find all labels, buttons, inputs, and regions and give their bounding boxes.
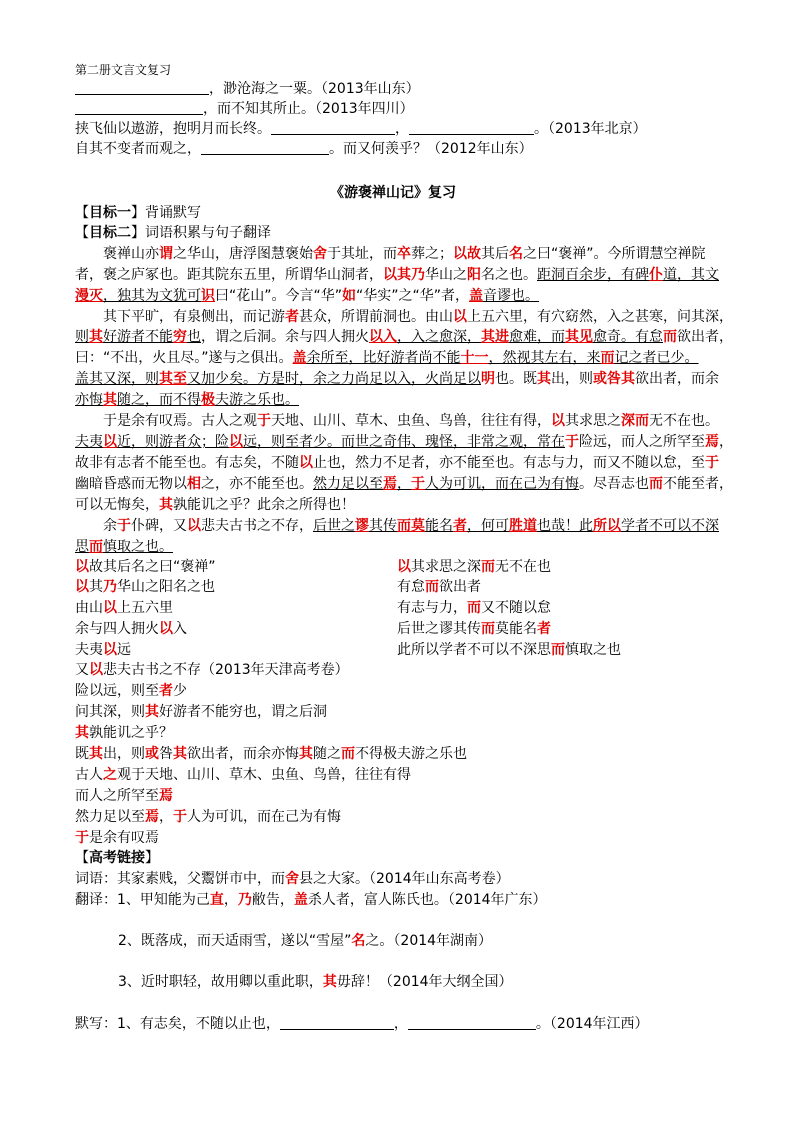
text-fragment: 之曰“褒禅”。今所谓慧空禅院 (523, 246, 706, 262)
example-full-1 (75, 660, 349, 680)
answer-blank[interactable] (408, 1015, 536, 1030)
text-fragment: 上五六里 (117, 600, 173, 616)
text-fragment: 记之者已少。 (614, 350, 699, 366)
text-fragment: 于其址，而 (327, 246, 397, 262)
text-fragment: 直 (209, 892, 224, 908)
text-fragment: 无不在也 (495, 559, 551, 575)
text-fragment: 。尽吾志也 (579, 476, 649, 492)
text-fragment: 夫夷 (75, 642, 103, 658)
text-fragment: 极 (201, 392, 215, 408)
text-fragment: 天地、山川、草木、虫鱼、鸟兽，往往有得， (271, 413, 551, 429)
text-fragment: 古人 (75, 767, 103, 783)
text-fragment: 其 (159, 497, 173, 513)
text-fragment: 既 (75, 746, 89, 762)
text-fragment: 者 (159, 683, 173, 699)
text-fragment: 胜道 (509, 518, 537, 534)
text-fragment: 盖其又深，则 (75, 371, 159, 387)
text-fragment: 也。既 (495, 371, 537, 387)
text-fragment: 名 (509, 246, 523, 262)
example-full-9 (75, 828, 159, 848)
text-fragment: 卒 (397, 246, 411, 262)
text-fragment: 之华山，唐浮图慧褒始 (173, 246, 313, 262)
passage-p1-line-3 (75, 286, 539, 306)
text-fragment: 险以远，则至 (75, 683, 159, 699)
text-fragment: 焉 (705, 434, 719, 450)
example-left-5 (75, 640, 131, 660)
review-line-1 (75, 79, 420, 99)
text-fragment: 由山 (75, 600, 103, 616)
text-fragment: ，何可 (467, 518, 509, 534)
text-fragment: 而 (425, 579, 439, 595)
text-fragment: 自其不变者而观之， (75, 141, 201, 157)
text-fragment: 者 (537, 621, 551, 637)
text-fragment: 其 (89, 746, 103, 762)
example-left-4 (75, 619, 187, 639)
example-right-5 (397, 640, 621, 660)
text-fragment: 以 (187, 518, 201, 534)
text-fragment: 而 (551, 642, 565, 658)
text-fragment: 其传 (369, 518, 397, 534)
example-left-1 (75, 557, 216, 577)
text-fragment: 随之，而不得 (117, 392, 201, 408)
text-fragment: 出，则 (103, 746, 145, 762)
text-fragment: 也哉！此 (537, 518, 593, 534)
text-fragment: 其至 (159, 371, 187, 387)
text-fragment: 舍 (285, 871, 299, 887)
text-fragment: 有志与力， (397, 600, 467, 616)
text-fragment: 3、近时职轻，故用卿以重此职， (118, 974, 323, 990)
text-fragment: 者，褒之庐冢也。距其院东五里，所谓华山洞者， (75, 267, 383, 283)
text-fragment: 以 (229, 434, 243, 450)
text-fragment: 以 (453, 309, 467, 325)
text-fragment: ， (719, 434, 733, 450)
text-fragment: 道，其文 (663, 267, 719, 283)
text-fragment: 则 (75, 329, 89, 345)
text-fragment: 高考链接 (89, 850, 145, 866)
text-fragment: 或咎其 (593, 371, 635, 387)
text-fragment: 于 (411, 476, 425, 492)
text-fragment: 欲出者，而余亦悔 (187, 746, 299, 762)
text-fragment: 又加少矣。方是时，余之力尚足以入，火尚足以 (187, 371, 481, 387)
text-fragment: 于 (705, 455, 719, 471)
text-fragment: 甚众，所谓前洞也。由山 (299, 309, 453, 325)
text-fragment: 阳 (467, 267, 481, 283)
text-fragment: 焉 (145, 809, 159, 825)
text-fragment: 余所至，比好游者尚不能 (306, 350, 461, 366)
text-fragment: 夫游之乐也。 (215, 392, 299, 408)
text-fragment: 而 (89, 539, 103, 555)
text-fragment: 以 (103, 642, 117, 658)
text-fragment: 亦悔 (75, 392, 103, 408)
text-fragment: 而 (467, 600, 481, 616)
text-fragment: 其下平旷，有泉侧出，而记游 (103, 309, 285, 325)
text-fragment: 葬之； (411, 246, 453, 262)
text-fragment: 焉 (383, 476, 397, 492)
gaokao-translate-1 (75, 890, 547, 910)
text-fragment: 明 (481, 371, 495, 387)
example-right-4 (397, 619, 551, 639)
text-fragment: 其后 (481, 246, 509, 262)
example-right-3 (397, 598, 551, 618)
text-fragment: 于 (117, 518, 131, 534)
text-fragment: 或 (145, 746, 159, 762)
text-fragment: 。（2013年北京） (534, 121, 647, 137)
text-fragment: 以 (103, 434, 117, 450)
text-fragment: 后世之谬其传 (397, 621, 481, 637)
answer-blank[interactable] (280, 1015, 394, 1030)
text-fragment: 其 (145, 704, 159, 720)
text-fragment: 焉 (159, 788, 173, 804)
text-fragment: 其 (89, 329, 103, 345)
text-fragment: 其求思之 (565, 413, 621, 429)
text-fragment: 漫灭 (75, 288, 103, 304)
review-line-2 (75, 99, 414, 119)
example-full-6 (75, 765, 411, 785)
text-fragment: 于 (173, 809, 187, 825)
text-fragment: 不得极夫游之乐也 (355, 746, 467, 762)
passage-p3-line-4 (75, 474, 733, 494)
text-fragment: 。（2014年江西） (535, 1016, 649, 1032)
gaokao-translate-2 (118, 931, 492, 951)
text-fragment: 其 (75, 725, 89, 741)
text-fragment: ，而不知其所止。（2013年四川） (203, 101, 414, 117)
text-fragment: 曰“花山”。今言“华” (215, 288, 343, 304)
text-fragment: 而 (341, 746, 355, 762)
text-fragment: 而莫 (397, 518, 425, 534)
section-header: 第二册文言文复习 (75, 63, 172, 77)
text-fragment: 其求思之深 (411, 559, 481, 575)
passage-p2-line-2 (75, 327, 733, 347)
example-left-2 (75, 577, 215, 597)
passage-p4-line-2 (75, 537, 173, 557)
text-fragment: “华实”之“华”者， (356, 288, 470, 304)
text-fragment: 目标一 (89, 205, 131, 221)
text-fragment: ，谓之后洞。余与四人拥火 (201, 329, 369, 345)
text-fragment: 毋辞！（2014年大纲全国） (336, 974, 513, 990)
text-fragment: 孰能讥之乎？此余之所得也！ (173, 497, 355, 513)
text-fragment: 观于天地、山川、草木、虫鱼、鸟兽，往往有得 (117, 767, 411, 783)
text-fragment: 而 (635, 413, 649, 429)
text-fragment: 悲夫古书之不存， (201, 518, 313, 534)
text-fragment: 者 (453, 518, 467, 534)
text-fragment: 以其乃 (383, 267, 425, 283)
passage-p1-line-1 (103, 244, 706, 264)
passage-p2-line-3 (75, 348, 699, 368)
text-fragment: ，独其为文犹可 (103, 288, 201, 304)
text-fragment: 以入 (369, 329, 397, 345)
text-fragment: 于 (565, 434, 579, 450)
text-fragment: 余 (103, 518, 117, 534)
text-fragment: 名 (351, 933, 366, 949)
example-right-2 (397, 577, 481, 597)
text-fragment: 县之大家。（2014年山东高考卷） (299, 871, 510, 887)
text-fragment: 好游者不能穷也，谓之后洞 (159, 704, 327, 720)
text-fragment: 谬 (355, 518, 369, 534)
text-fragment: 盖 (293, 892, 308, 908)
text-fragment: 其 (537, 371, 551, 387)
text-fragment: 所以 (593, 518, 621, 534)
text-fragment: 而 (649, 476, 663, 492)
text-fragment: 愈难，而 (509, 329, 565, 345)
example-full-2 (75, 681, 187, 701)
text-fragment: 余与四人拥火 (75, 621, 159, 637)
text-fragment: 华山之 (425, 267, 467, 283)
text-fragment: 近，则游者众；险 (117, 434, 229, 450)
review-line-3 (75, 119, 647, 139)
text-fragment: 其 (299, 746, 313, 762)
text-fragment: ， (223, 892, 238, 908)
gaokao-heading: 【高考链接】 (75, 850, 159, 866)
text-fragment: 入 (173, 621, 187, 637)
text-fragment: 出，则 (551, 371, 593, 387)
text-fragment: 又不随以怠 (481, 600, 551, 616)
text-fragment: 其 (173, 746, 187, 762)
text-fragment: 远，则至者少。而世之奇伟、瑰怪，非常之观，常在 (243, 434, 565, 450)
example-right-1 (397, 557, 551, 577)
text-fragment: 孰能讥之乎？ (89, 725, 173, 741)
text-fragment: 于是余有叹焉。古人之观 (103, 413, 257, 429)
text-fragment: 背诵默写 (145, 205, 201, 221)
goal-1: 【目标一】背诵默写 (75, 205, 201, 221)
text-fragment: 幽暗昏惑而无物以 (75, 476, 187, 492)
text-fragment: 杀人者，富人陈氏也。（2014年广东） (307, 892, 547, 908)
text-fragment: 好游者不能 (103, 329, 173, 345)
answer-blank[interactable] (201, 140, 329, 155)
text-fragment: 穷 (173, 329, 187, 345)
text-fragment: 以 (159, 621, 173, 637)
text-fragment: 学者不可以不深 (621, 518, 719, 534)
text-fragment: 词语积累与句子翻译 (145, 225, 271, 241)
review-line-4 (75, 139, 533, 159)
text-fragment: 翻译：1、甲知能为己 (75, 892, 210, 908)
text-fragment: 慎取之也。 (103, 539, 173, 555)
text-fragment: 曰：“不出，火且尽。”遂与之俱出。 (75, 350, 293, 366)
text-fragment: 问其深，则 (75, 704, 145, 720)
text-fragment: 此所以学者不可以不深思 (397, 642, 551, 658)
text-fragment: 于 (257, 413, 271, 429)
gaokao-dictation (75, 1014, 649, 1034)
text-fragment: 然力足以至 (313, 476, 383, 492)
text-fragment: 欲出者， (677, 329, 733, 345)
text-fragment: 谓 (159, 246, 173, 262)
passage-p2-line-4 (75, 369, 719, 389)
text-fragment: ，渺沧海之一粟。（2013年山东） (209, 81, 420, 97)
text-fragment: 少 (173, 683, 187, 699)
text-fragment: 音谬也。 (483, 288, 540, 304)
text-fragment: 之。（2014年湖南） (365, 933, 493, 949)
text-fragment: 后世之 (313, 518, 355, 534)
text-fragment: 可以无悔矣， (75, 497, 159, 513)
text-fragment: 莫能名 (495, 621, 537, 637)
text-fragment: 褒禅山亦 (103, 246, 159, 262)
text-fragment: 默写：1、有志矣，不随以止也， (75, 1016, 280, 1032)
text-fragment: 以 (89, 662, 103, 678)
text-fragment: 名之也。 (481, 267, 537, 283)
text-fragment: 而 (600, 350, 615, 366)
text-fragment: 而 (481, 559, 495, 575)
passage-p3-line-1 (103, 411, 719, 431)
text-fragment: 者 (285, 309, 299, 325)
example-full-8 (75, 807, 341, 827)
text-fragment: ，然视其左右，来 (488, 350, 601, 366)
text-fragment: 以故 (453, 246, 481, 262)
text-fragment: 十一 (460, 350, 489, 366)
text-fragment: 慎取之也 (565, 642, 621, 658)
text-fragment: 而 (663, 329, 677, 345)
text-fragment: ，入之愈深， (397, 329, 481, 345)
example-full-4 (75, 723, 173, 743)
text-fragment: 乃 (103, 579, 117, 595)
text-fragment: 乃 (237, 892, 252, 908)
text-fragment: 词语：其家素贱，父鬻饼市中，而 (75, 871, 285, 887)
text-fragment: 以 (551, 413, 565, 429)
text-fragment: 识 (201, 288, 215, 304)
text-fragment: 无不在也。 (649, 413, 719, 429)
answer-blank[interactable] (75, 100, 203, 115)
text-fragment: ， (397, 476, 411, 492)
passage-p4-line-1 (103, 516, 719, 536)
text-fragment: 以 (299, 455, 313, 471)
text-fragment: 止也，然力不足者，亦不能至也。有志与力，而又不随以怠，至 (313, 455, 705, 471)
text-fragment: 深 (621, 413, 635, 429)
text-fragment: 故其后名之曰“褒禅” (89, 559, 216, 575)
passage-p3-line-2 (75, 432, 733, 452)
text-fragment: 盖 (469, 288, 484, 304)
text-fragment: 能名 (425, 518, 453, 534)
text-fragment: 又 (75, 662, 89, 678)
text-fragment: 悲夫古书之不存（2013年天津高考卷） (103, 662, 349, 678)
text-fragment: 不能至者， (663, 476, 733, 492)
text-fragment: 险远，而人之所罕至 (579, 434, 705, 450)
text-fragment: ， (395, 121, 409, 137)
gaokao-translate-3 (118, 972, 513, 992)
answer-blank[interactable] (409, 120, 534, 135)
text-fragment: 以 (103, 600, 117, 616)
text-fragment: 如 (342, 288, 357, 304)
text-fragment: 人为可讥，而在己为有悔 (187, 809, 341, 825)
text-fragment: ， (393, 1016, 408, 1032)
text-fragment: 夫夷 (75, 434, 103, 450)
text-fragment: 有怠 (397, 579, 425, 595)
text-fragment: 其 (322, 974, 337, 990)
text-fragment: 其 (103, 392, 117, 408)
text-fragment: 目标二 (89, 225, 131, 241)
example-full-5 (75, 744, 467, 764)
text-fragment: 以 (397, 559, 411, 575)
text-fragment: 以 (75, 559, 89, 575)
page-title: 《游褒禅山记》复习 (330, 185, 456, 201)
text-fragment: 之 (103, 767, 117, 783)
text-fragment: 随之 (313, 746, 341, 762)
text-fragment: 2、既落成，而天适雨雪，遂以“雪屋” (118, 933, 352, 949)
text-fragment: 咎 (159, 746, 173, 762)
text-fragment: 距洞百余步，有碑 (537, 267, 649, 283)
answer-blank[interactable] (75, 80, 209, 95)
text-fragment: 挟飞仙以遨游，抱明月而长终。 (75, 121, 271, 137)
passage-p1-line-2 (75, 265, 719, 285)
gaokao-vocab (75, 869, 510, 889)
text-fragment: 欲出者，而余 (635, 371, 719, 387)
text-fragment: 敝告， (251, 892, 294, 908)
text-fragment: 也 (187, 329, 201, 345)
text-fragment: 上五六里，有穴窈然，入之甚寒，问其深， (467, 309, 733, 325)
answer-blank[interactable] (271, 120, 395, 135)
text-fragment: 其见 (565, 329, 593, 345)
text-fragment: 相 (187, 476, 201, 492)
text-fragment: 其进 (481, 329, 509, 345)
text-fragment: 远 (117, 642, 131, 658)
example-full-3 (75, 702, 327, 722)
text-fragment: 华山之阳名之也 (117, 579, 215, 595)
passage-p3-line-5 (75, 495, 355, 515)
text-fragment: 仆 (649, 267, 663, 283)
text-fragment: 欲出者 (439, 579, 481, 595)
text-fragment: 思 (75, 539, 89, 555)
text-fragment: 而 (481, 621, 495, 637)
goal-2: 【目标二】词语积累与句子翻译 (75, 225, 271, 241)
text-fragment: 盖 (292, 350, 307, 366)
text-fragment: 。而又何羡乎？（2012年山东） (329, 141, 533, 157)
text-fragment: 其 (89, 579, 103, 595)
example-full-7 (75, 786, 173, 806)
text-fragment: 是余有叹焉 (89, 830, 159, 846)
example-left-3 (75, 598, 173, 618)
text-fragment: 人为可讥，而在己为有悔 (425, 476, 579, 492)
passage-p3-line-3 (75, 453, 719, 473)
text-fragment: 而人之所罕至 (75, 788, 159, 804)
passage-p2-line-5 (75, 390, 299, 410)
text-fragment: ， (159, 809, 173, 825)
passage-p2-line-1 (103, 307, 733, 327)
text-fragment: 以 (75, 579, 89, 595)
text-fragment: 然力足以至 (75, 809, 145, 825)
text-fragment: 于 (75, 830, 89, 846)
text-fragment: 之，亦不能至也。 (201, 476, 313, 492)
text-fragment: 愈奇。有怠 (593, 329, 663, 345)
text-fragment: 故非有志者不能至也。有志矣，不随 (75, 455, 299, 471)
text-fragment: 仆碑，又 (131, 518, 187, 534)
text-fragment: 舍 (313, 246, 327, 262)
